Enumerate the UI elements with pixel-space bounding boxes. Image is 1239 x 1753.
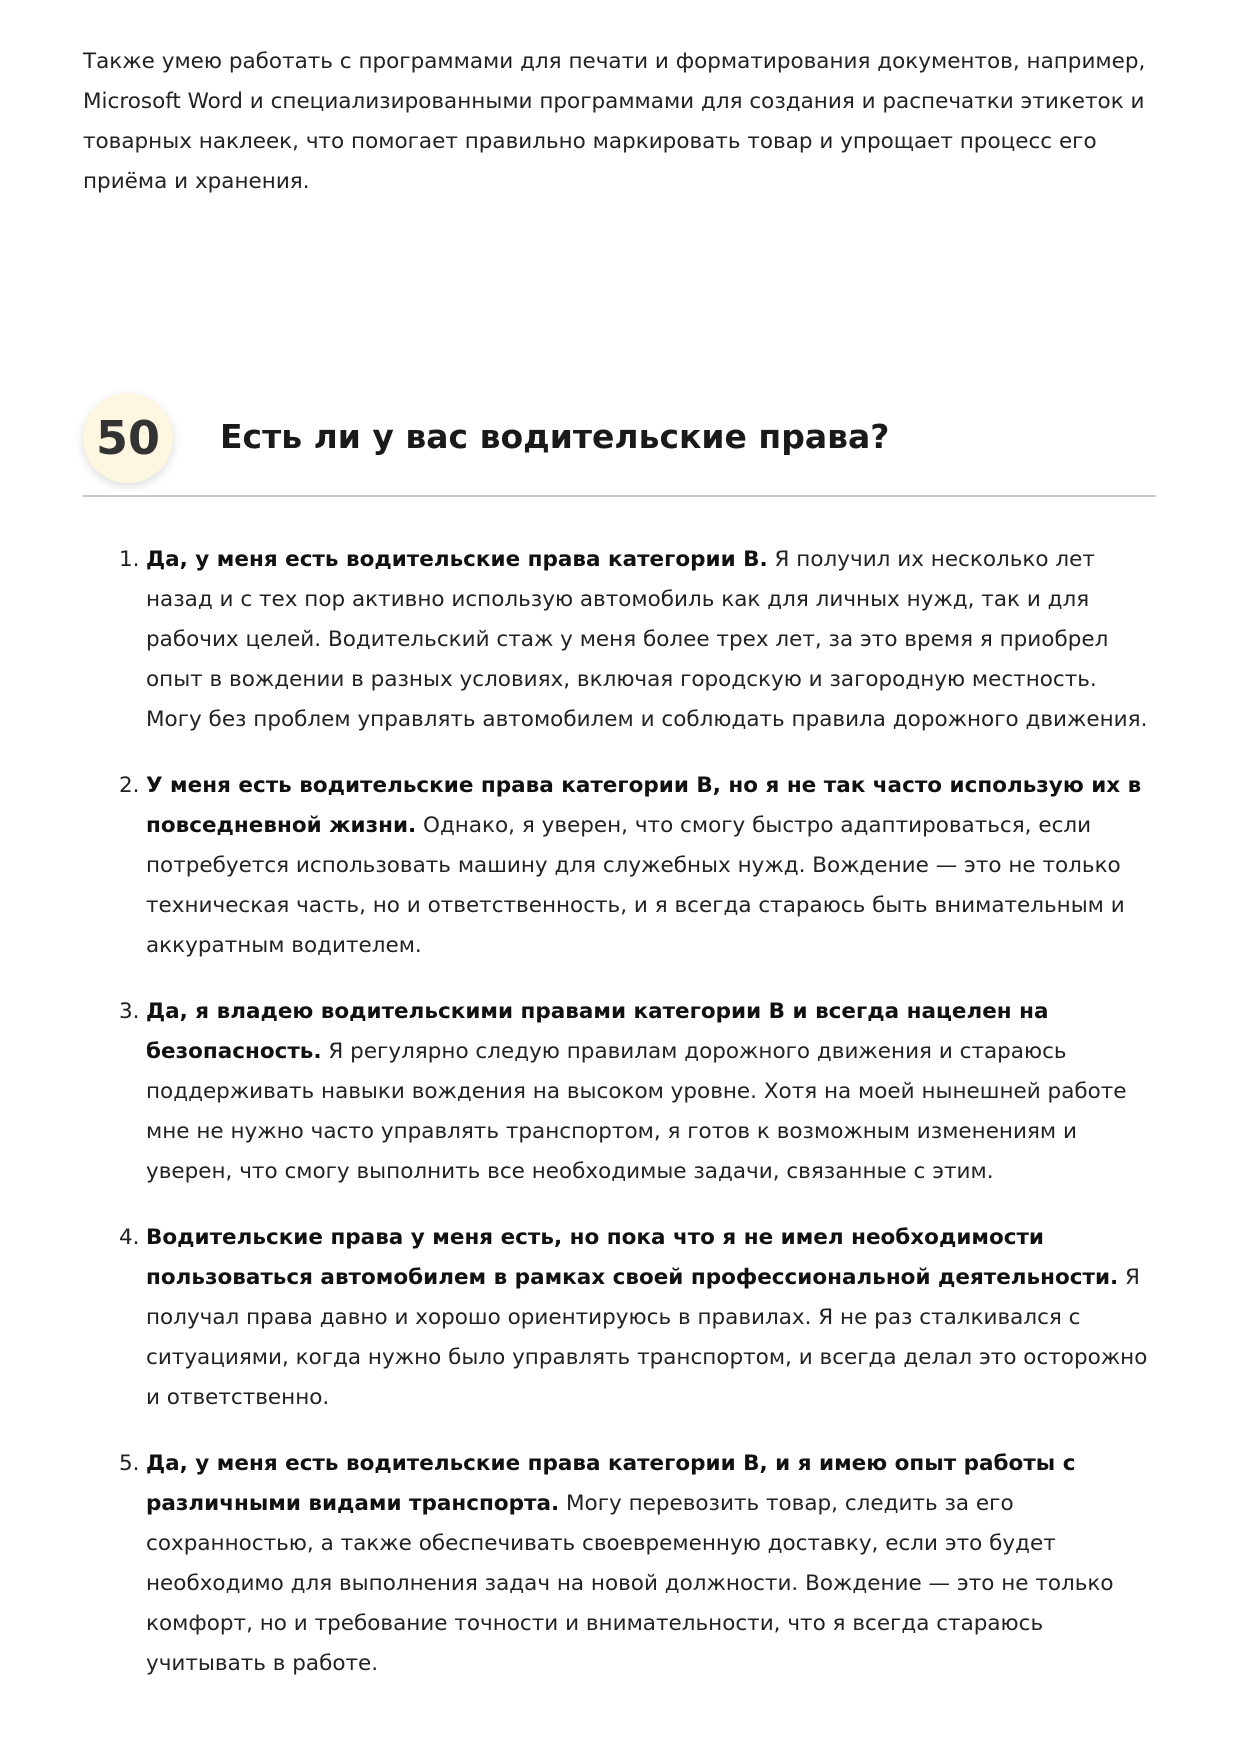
answer-number: 3. — [119, 999, 140, 1024]
answer-body: Я получал права давно и хорошо ориентируюсь в правилах. Я не раз сталкивался с ситуациями, когда нужно было управлять транспортом, и всегда делал это осторожно и ответственно. — [146, 1265, 1148, 1410]
answer-body: Я регулярно следую правилам дорожного движения и стараюсь поддерживать навыки вождения на высоком уровне. Хотя на моей нынешней работе мне не нужно часто управлять транспортом, я готов к возможным изменениям и уверен, что смогу выполнить все необходимые задачи, связанные с этим. — [146, 1039, 1127, 1184]
answers-list — [116, 540, 1159, 1710]
answer-item-5 — [116, 1444, 1159, 1684]
answer-item-1 — [116, 540, 1159, 740]
answer-number: 5. — [119, 1451, 140, 1476]
answer-item-4 — [116, 1218, 1159, 1418]
question-header — [83, 393, 1156, 497]
answer-item-3 — [116, 992, 1159, 1192]
answer-body: Я получил их несколько лет назад и с тех пор активно использую автомобиль как для личных нужд, так и для рабочих целей. Водительский стаж у меня более трех лет, за это время я приобрел опыт в вождении в разных условиях, включая городскую и загородную местность. Могу без проблем управлять автомобилем и соблюдать правила дорожного движения. — [146, 547, 1148, 732]
answer-lead: Да, у меня есть водительские права категории B, и я имею опыт работы с различными видами транспорта. — [146, 1451, 1076, 1516]
question-title: Есть ли у вас водительские права? — [220, 417, 890, 456]
answer-lead: У меня есть водительские права категории B, но я не так часто использую их в повседневной жизни. — [146, 773, 1142, 838]
answer-item-2 — [116, 766, 1159, 966]
answer-lead: Да, я владею водительскими правами категории B и всегда нацелен на безопасность. — [146, 999, 1049, 1064]
answer-lead: Водительские права у меня есть, но пока что я не имел необходимости пользоваться автомобилем в рамках своей профессиональной деятельности. — [146, 1225, 1119, 1290]
answer-body: Могу перевозить товар, следить за его сохранностью, а также обеспечивать своевременную доставку, если это будет необходимо для выполнения задач на новой должности. Вождение — это не только комфорт, но и требование точности и внимательности, что я всегда стараюсь учитывать в работе. — [146, 1491, 1114, 1676]
intro-paragraph: Также умею работать с программами для печати и форматирования документов, например, Microsoft Word и специализированными программами для создания и распечатки этикеток и товарных наклеек, что помогает правильно маркировать товар и упрощает процесс его приёма и хранения. — [83, 49, 1146, 194]
answer-number: 1. — [119, 547, 140, 572]
answer-lead: Да, у меня есть водительские права категории B. — [146, 547, 768, 572]
question-number-badge: 50 — [83, 393, 173, 483]
answer-body: Однако, я уверен, что смогу быстро адаптироваться, если потребуется использовать машину для служебных нужд. Вождение — это не только техническая часть, но и ответственность, и я всегда стараюсь быть внимательным и аккуратным водителем. — [146, 813, 1125, 958]
answer-number: 2. — [119, 773, 140, 798]
answer-number: 4. — [119, 1225, 140, 1250]
